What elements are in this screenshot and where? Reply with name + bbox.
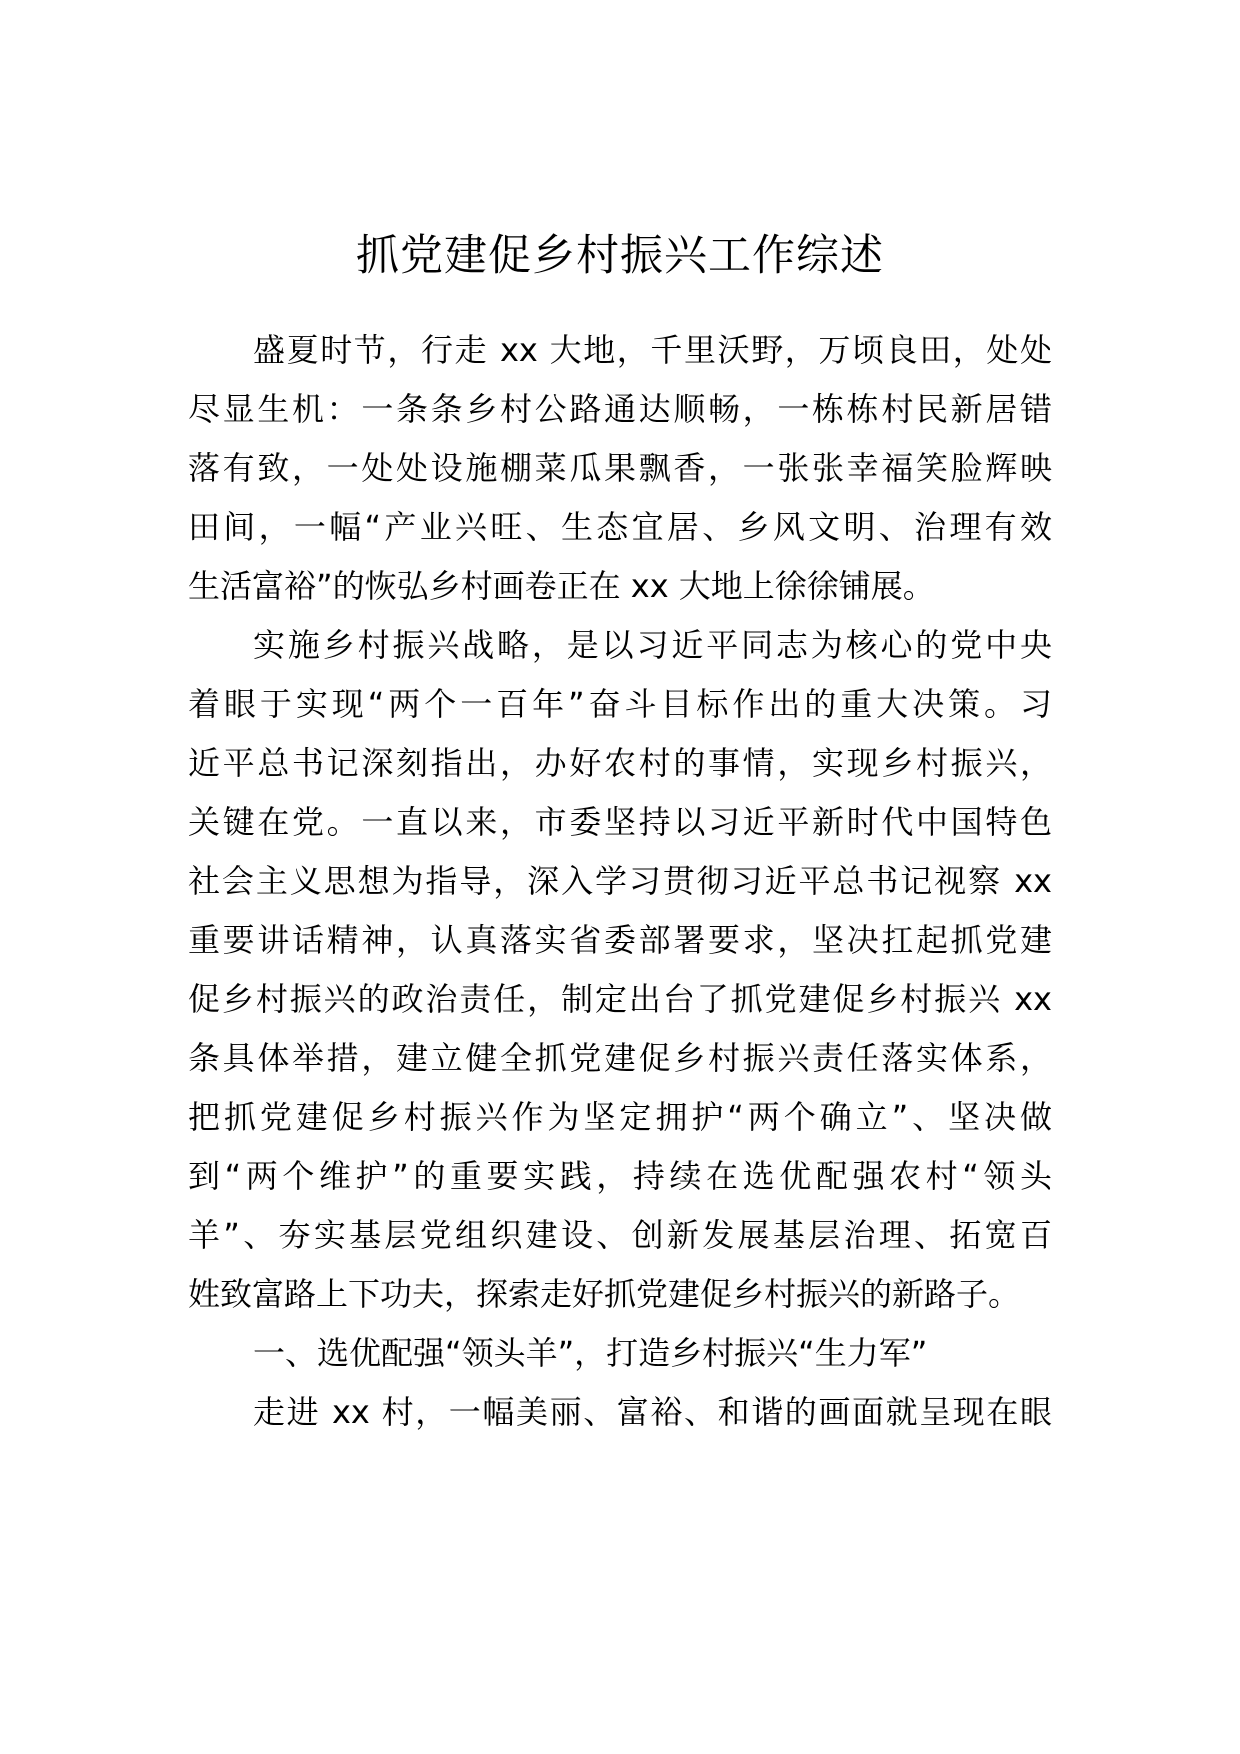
paragraph-line: 促乡村振兴的政治责任，制定出台了抓党建促乡村振兴 xx xyxy=(188,980,1052,1018)
paragraph-line: 到“两个维护”的重要实践，持续在选优配强农村“领头 xyxy=(188,1157,1052,1195)
paragraph-line: 盛夏时节，行走 xx 大地，千里沃野，万顷良田，处处 xyxy=(253,331,1052,369)
paragraph-line: 羊”、夯实基层党组织建设、创新发展基层治理、拓宽百 xyxy=(188,1216,1052,1254)
paragraph-line: 着眼于实现“两个一百年”奋斗目标作出的重大决策。习 xyxy=(188,685,1052,723)
paragraph-line: 条具体举措，建立健全抓党建促乡村振兴责任落实体系， xyxy=(188,1039,1052,1077)
paragraph-line: 生活富裕”的恢弘乡村画卷正在 xx 大地上徐徐铺展。 xyxy=(188,567,935,605)
document-title: 抓党建促乡村振兴工作综述 xyxy=(356,231,884,281)
section-heading: 一、选优配强“领头羊”，打造乡村振兴“生力军” xyxy=(253,1334,928,1372)
paragraph-line: 社会主义思想为指导，深入学习贯彻习近平总书记视察 xx xyxy=(188,862,1052,900)
paragraph-line: 实施乡村振兴战略，是以习近平同志为核心的党中央 xyxy=(253,626,1052,664)
paragraph-line: 田间，一幅“产业兴旺、生态宜居、乡风文明、治理有效 xyxy=(188,508,1052,546)
paragraph-line: 落有致，一处处设施棚菜瓜果飘香，一张张幸福笑脸辉映 xyxy=(188,449,1052,487)
paragraph-line: 走进 xx 村，一幅美丽、富裕、和谐的画面就呈现在眼 xyxy=(253,1393,1052,1431)
paragraph-line: 近平总书记深刻指出，办好农村的事情，实现乡村振兴， xyxy=(188,744,1052,782)
paragraph-line: 重要讲话精神，认真落实省委部署要求，坚决扛起抓党建 xyxy=(188,921,1052,959)
paragraph-line: 尽显生机：一条条乡村公路通达顺畅，一栋栋村民新居错 xyxy=(188,390,1052,428)
paragraph-line: 把抓党建促乡村振兴作为坚定拥护“两个确立”、坚决做 xyxy=(188,1098,1052,1136)
paragraph-line: 关键在党。一直以来，市委坚持以习近平新时代中国特色 xyxy=(188,803,1052,841)
paragraph-line: 姓致富路上下功夫，探索走好抓党建促乡村振兴的新路子。 xyxy=(188,1275,1021,1313)
